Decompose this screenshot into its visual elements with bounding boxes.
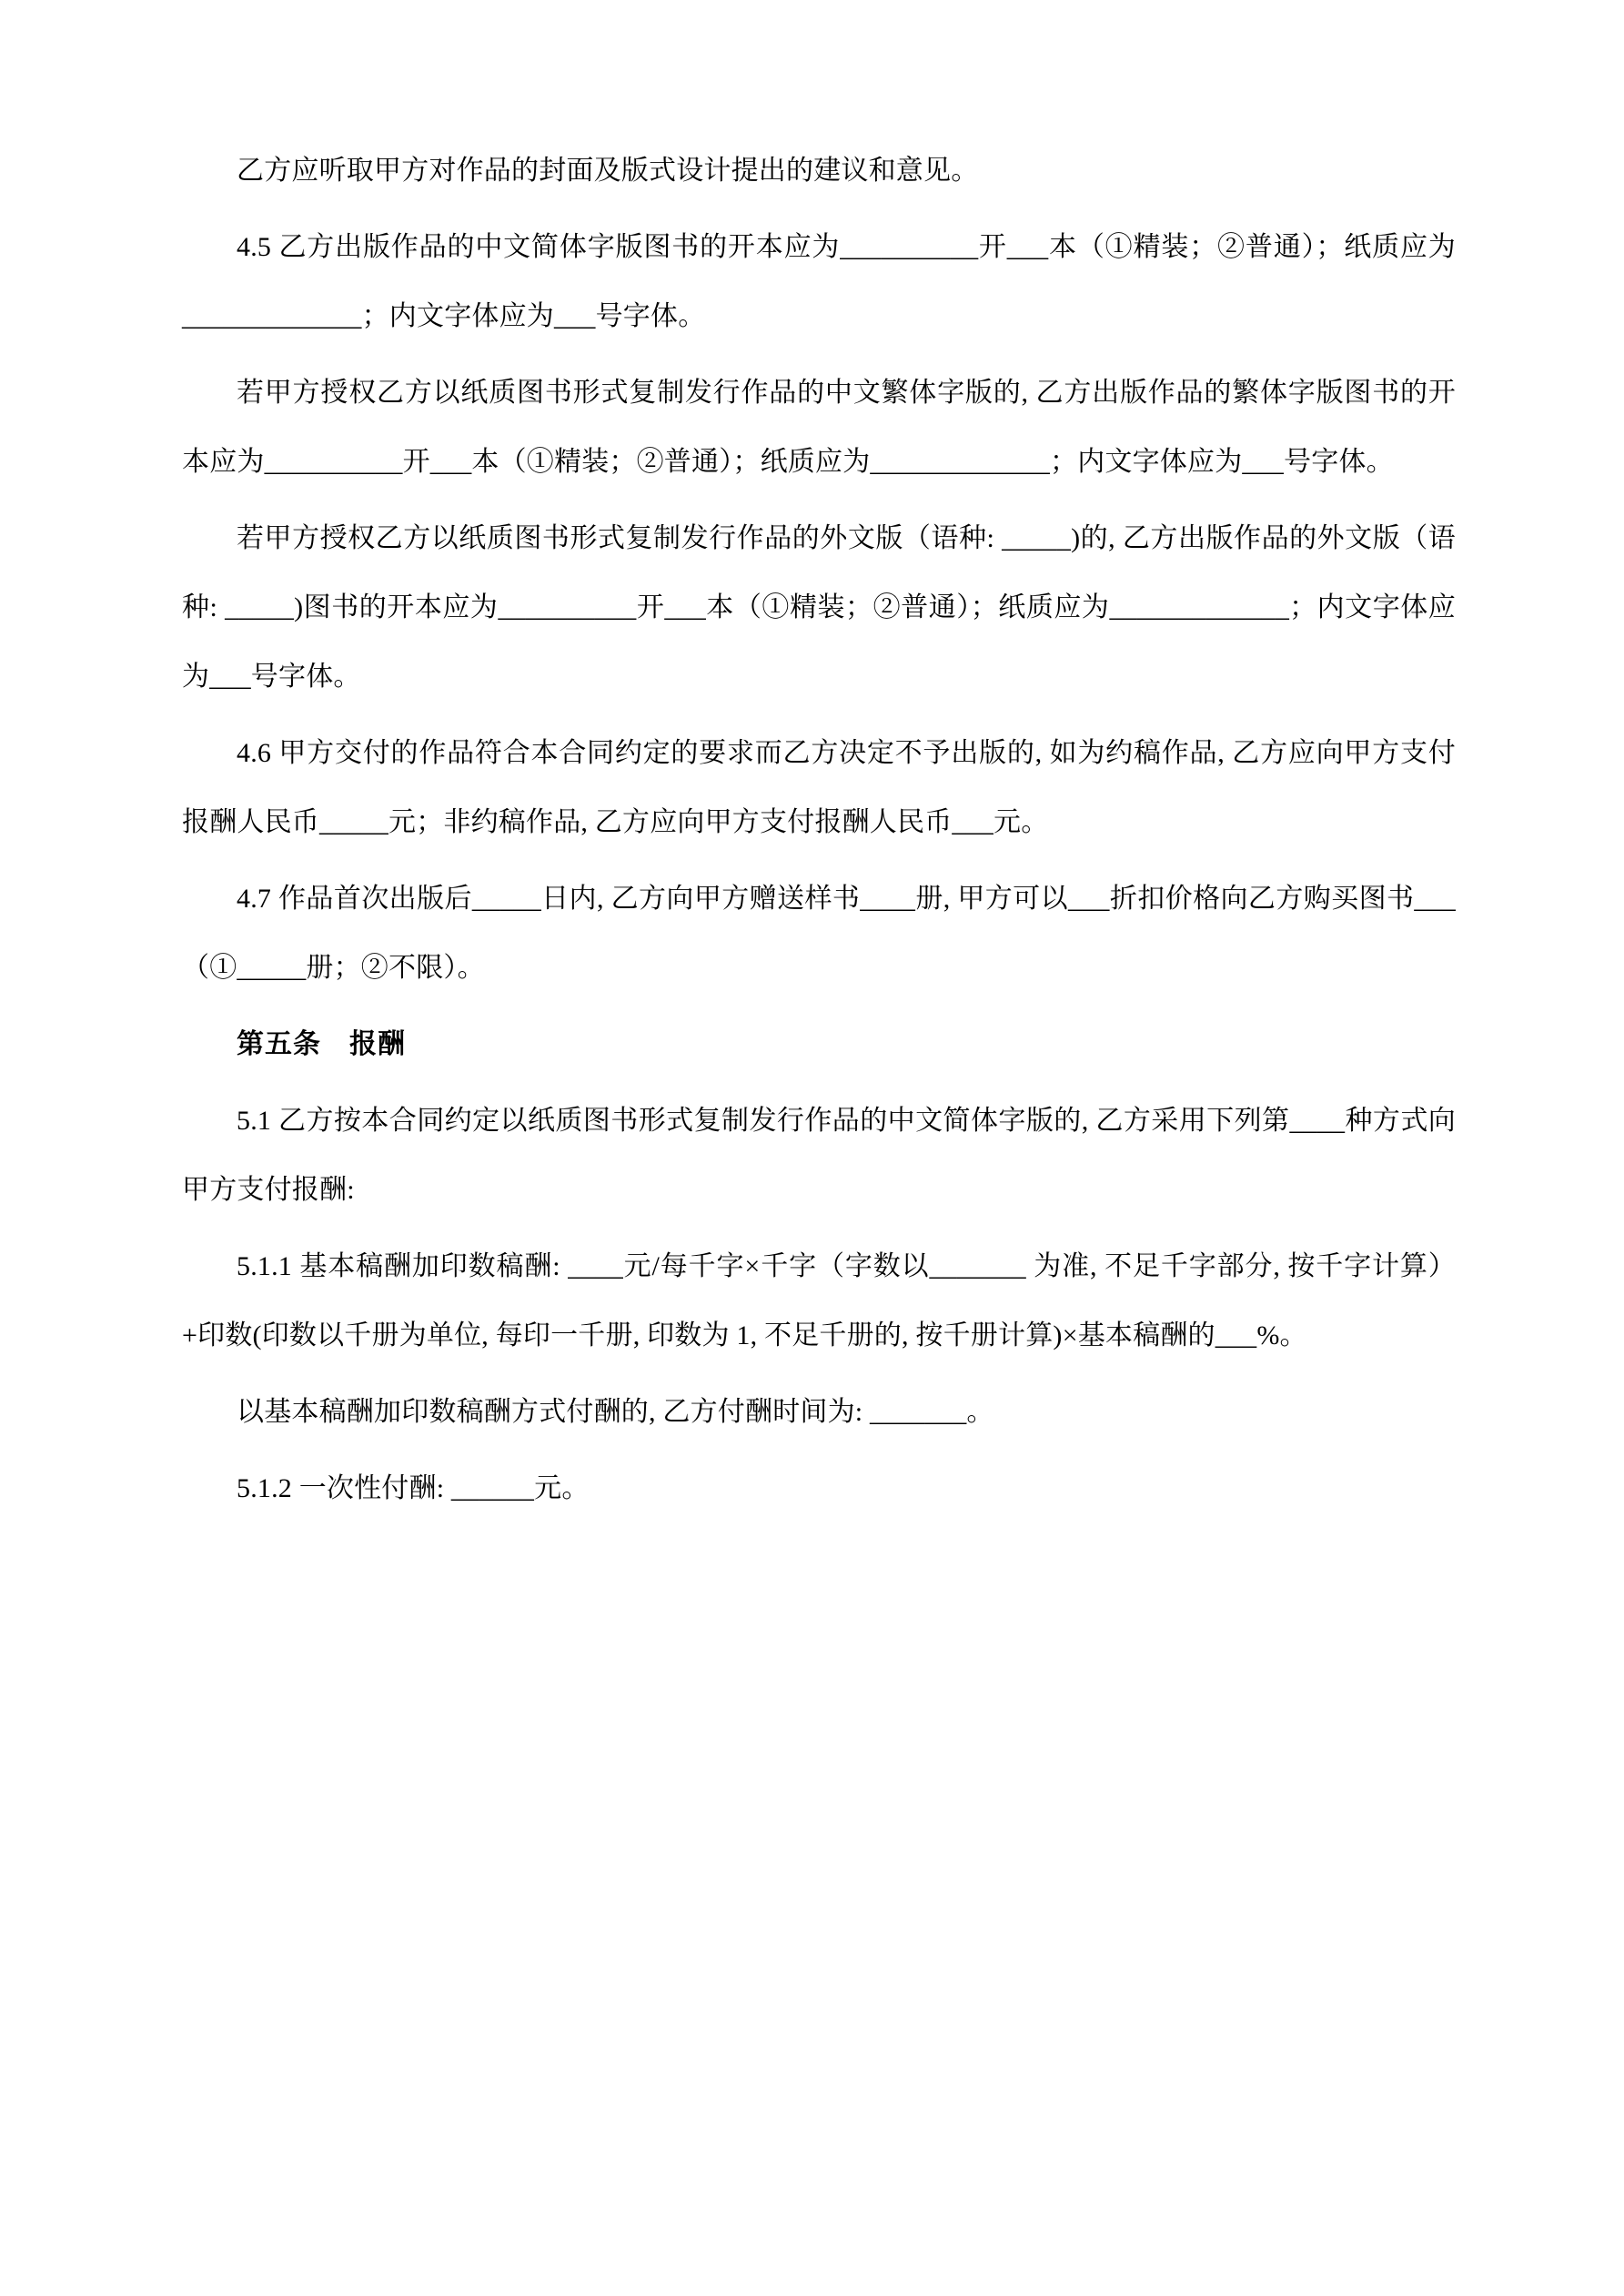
paragraph-cover-design: 乙方应听取甲方对作品的封面及版式设计提出的建议和意见。 bbox=[237, 156, 979, 186]
paragraph-spacer bbox=[182, 351, 1456, 359]
paragraph-spacer bbox=[182, 497, 1456, 504]
paragraph-4-7-sample-copies: 4.7 作品首次出版后_____日内, 乙方向甲方赠送样书____册, 甲方可以___折扣价格向乙方购买图书___（①_____册；②不限）。 bbox=[182, 884, 1456, 983]
paragraph-4-5-foreign-language: 若甲方授权乙方以纸质图书形式复制发行作品的外文版（语种: _____)的, 乙方出版作品的外文版（语种: _____)图书的开本应为__________开___本（①精装；②普通）；纸质应为_____________；内文字体应为___号字体。 bbox=[182, 523, 1456, 692]
paragraph-5-1-1-basic-plus-print-run: 5.1.1 基本稿酬加印数稿酬: ____元/每千字×千字（字数以_______ 为准, 不足千字部分, 按千字计算）+印数(印数以千册为单位, 每印一千册, 印数为 1, 不足千册的, 按千册计算)×基本稿酬的___%。 bbox=[182, 1251, 1456, 1350]
document-body bbox=[182, 137, 1456, 1523]
paragraph-spacer bbox=[182, 1225, 1456, 1232]
paragraph-spacer bbox=[182, 1447, 1456, 1454]
paragraph-spacer bbox=[182, 206, 1456, 213]
paragraph-4-5-traditional: 若甲方授权乙方以纸质图书形式复制发行作品的中文繁体字版的, 乙方出版作品的繁体字版图书的开本应为__________开___本（①精装；②普通）；纸质应为_____________；内文字体应为___号字体。 bbox=[182, 378, 1456, 477]
paragraph-spacer bbox=[182, 1003, 1456, 1010]
paragraph-4-5-simplified: 4.5 乙方出版作品的中文简体字版图书的开本应为__________开___本（①精装；②普通）；纸质应为_____________；内文字体应为___号字体。 bbox=[182, 232, 1456, 331]
paragraph-5-1-1-payment-time: 以基本稿酬加印数稿酬方式付酬的, 乙方付酬时间为: _______。 bbox=[237, 1397, 994, 1427]
paragraph-spacer bbox=[182, 857, 1456, 865]
paragraph-5-1-2-lump-sum: 5.1.2 一次性付酬: ______元。 bbox=[237, 1473, 590, 1503]
paragraph-spacer bbox=[182, 1079, 1456, 1087]
paragraph-5-1-payment-method: 5.1 乙方按本合同约定以纸质图书形式复制发行作品的中文简体字版的, 乙方采用下列第____种方式向甲方支付报酬: bbox=[182, 1106, 1456, 1205]
paragraph-4-6-no-publication-compensation: 4.6 甲方交付的作品符合本合同约定的要求而乙方决定不予出版的, 如为约稿作品, 乙方应向甲方支付报酬人民币_____元；非约稿作品, 乙方应向甲方支付报酬人民币___元。 bbox=[182, 738, 1456, 837]
paragraph-spacer bbox=[182, 1371, 1456, 1378]
paragraph-spacer bbox=[182, 712, 1456, 719]
section-heading-article-5: 第五条 报酬 bbox=[237, 1029, 406, 1059]
